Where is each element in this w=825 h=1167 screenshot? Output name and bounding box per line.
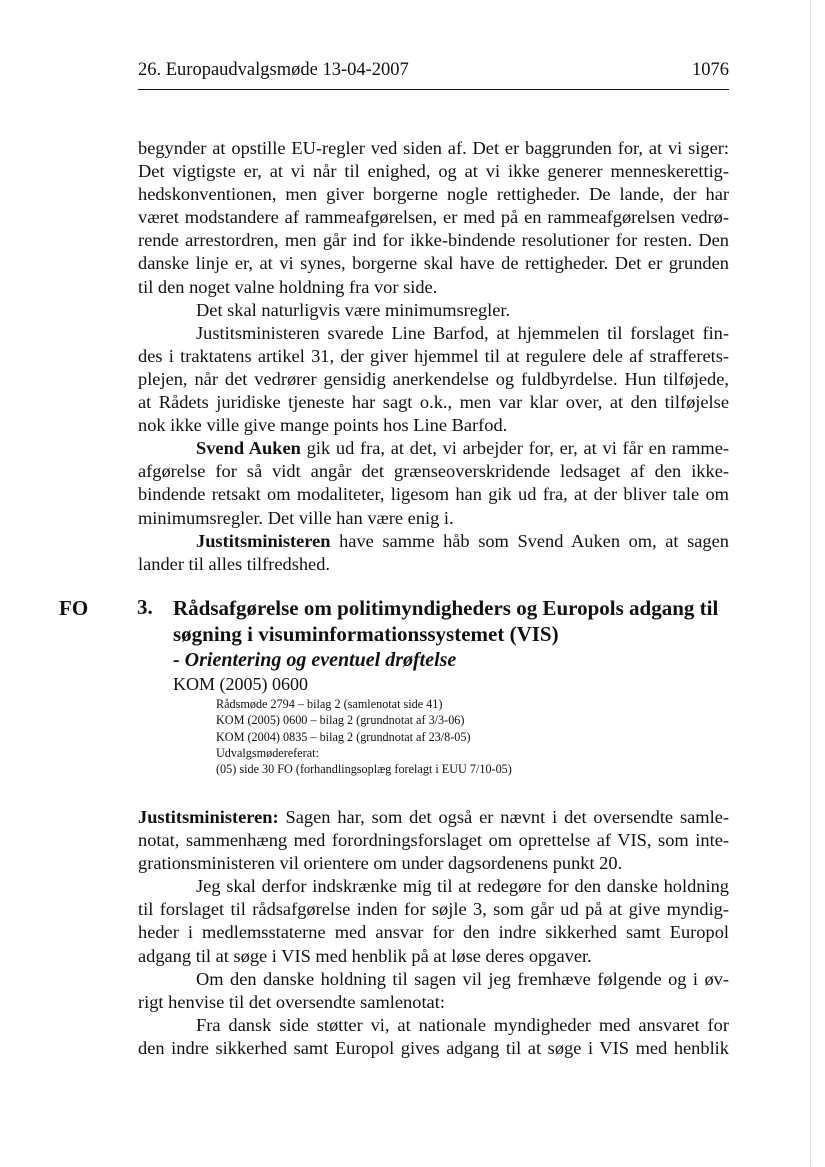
- document-references: [216, 696, 512, 777]
- text-block-top: begynder at opstille EU-regler ved siden af. Det er baggrunden for, at vi siger: Det vigtigste er, at vi når til enighed, og at vi ikke generer menneskerettig- hedskonventionen, men giver borgerne nogle rettigheder. De lande, der har været modstandere af rammeafgørelsen, er med på en rammeafgørelsen vedrø- rende arrestordren, men går ind for ikke-bindende resolutioner for resten. Den danske linje er, at vi synes, borgerne skal have de rettigheder. Det er grunden til den noget valne holdning fra vor side. Det skal naturligvis være minimumsregler. Justitsministeren svarede Line Barfod, at hjemmelen til forslaget fin- des i traktatens artikel 31, der giver hjemmel til at regulere dele af strafferets- plejen, når det vedrører gensidig anerkendelse og fuldbyrdelse. Hun tilføjede, at Rådets juridiske tjeneste har sagt o.k., men var klar over, at den tilføjelse nok ikke ville give mange points hos Line Barfod. Svend Auken gik ud fra, at det, vi arbejder for, er, at vi får en ramme- afgørelse for så vidt angår det grænseoverskridende ledsaget af den ikke- bindende retsakt om modaliteter, ligesom han gik ud fra, at der bliver tale om minimumsregler. Det ville han være enig i. Justitsministeren have samme håb som Svend Auken om, at sagen lander til alles tilfredshed.: [138, 138, 729, 574]
- paragraph-end: til den noget valne holdning fra vor side.: [138, 276, 438, 297]
- header-rule: [138, 89, 729, 90]
- paragraph-svend-auken: Svend Auken gik ud fra, at det, vi arbejder for, er, at vi får en ramme-: [196, 438, 729, 459]
- page-number: 1076: [692, 60, 729, 80]
- document-reference: (05) side 30 FO (forhandlingsoplæg forelagt i EUU 7/10-05): [216, 762, 512, 777]
- paragraph-justitsministeren: Justitsministeren have samme håb som Svend Auken om, at sagen: [196, 530, 729, 551]
- agenda-item-reference: KOM (2005) 0600: [173, 674, 308, 694]
- agenda-item-number: 3.: [137, 595, 153, 619]
- speaker-name: Svend Auken: [196, 438, 301, 459]
- page-edge: [809, 0, 811, 1167]
- page-header: [138, 60, 729, 81]
- speaker-name: Justitsministeren:: [138, 807, 279, 827]
- text-block-bottom: Justitsministeren: Sagen har, som det også er nævnt i det oversendte samle- notat, sammenhæng med forordningsforslaget om oprettelse af VIS, som inte- grationsministeren vil orientere om under dagsordenens punkt 20. Jeg skal derfor indskrænke mig til at redegøre for den danske holdning til forslaget til rådsafgørelse inden for søjle 3, som går ud på at give myndig- heder i medlemsstaterne med ansvar for den indre sikkerhed samt Europol adgang til at søge i VIS med henblik på at løse deres opgaver. Om den danske holdning til sagen vil jeg fremhæve følgende og i øv- rigt henvise til det oversendte samlenotat: Fra dansk side støtter vi, at nationale myndigheder med ansvaret for den indre sikkerhed samt Europol gives adgang til at søge i VIS med henblik: [138, 807, 729, 1058]
- paragraph-cont: des i traktatens artikel 31, der giver hjemmel til at regulere dele af strafferets- plejen, når det vedrører gensidig anerkendelse og fuldbyrdelse. Hun tilføjede, at Rådets juridiske tjeneste har sagt o.k., men var klar over, at den tilføjelse: [138, 345, 729, 413]
- paragraph-justitsministeren: Justitsministeren: Sagen har, som det også er nævnt i det oversendte samle- notat, sammenhæng med forordningsforslaget om oprettelse af VIS, som inte-: [138, 807, 729, 851]
- agenda-item-title: Rådsafgørelse om politimyndigheders og Europols adgang til søgning i visuminformationssystemet (VIS): [173, 596, 719, 646]
- agenda-item-subtitle: - Orientering og eventuel drøftelse: [173, 649, 457, 671]
- document-reference: Udvalgsmødereferat:: [216, 745, 319, 760]
- document-reference: Rådsmøde 2794 – bilag 2 (samlenotat side 41): [216, 697, 443, 711]
- speaker-name: Justitsministeren: [196, 530, 331, 551]
- document-reference: KOM (2004) 0835 – bilag 2 (grundnotat af 23/8-05): [216, 729, 471, 744]
- paragraph: Justitsministeren svarede Line Barfod, at hjemmelen til forslaget fin-: [196, 322, 729, 343]
- paragraph: begynder at opstille EU-regler ved siden af. Det er baggrunden for, at vi siger: Det vigtigste er, at vi når til enighed, og at vi ikke generer menneskerettig- hedskonventionen, men giver borgerne nogle rettigheder. De lande, der har været modstandere af rammeafgørelsen, er med på en rammeafgørelsen vedrø- rende arrestordren, men går ind for ikke-bindende resolutioner for resten. Den danske linje er, at vi synes, borgerne skal have de rettigheder. Det er grunden: [138, 138, 729, 274]
- paragraph: Jeg skal derfor indskrænke mig til at redegøre for den danske holdning: [196, 876, 729, 897]
- paragraph: Om den danske holdning til sagen vil jeg fremhæve følgende og i øv-: [196, 968, 729, 989]
- meeting-title: 26. Europaudvalgsmøde 13-04-2007: [138, 60, 409, 80]
- margin-tag: FO: [59, 596, 89, 620]
- document-reference: KOM (2005) 0600 – bilag 2 (grundnotat af 3/3-06): [216, 713, 465, 728]
- paragraph: Det skal naturligvis være minimumsregler.: [196, 299, 511, 320]
- paragraph: Fra dansk side støtter vi, at nationale myndigheder med ansvaret for: [196, 1014, 729, 1035]
